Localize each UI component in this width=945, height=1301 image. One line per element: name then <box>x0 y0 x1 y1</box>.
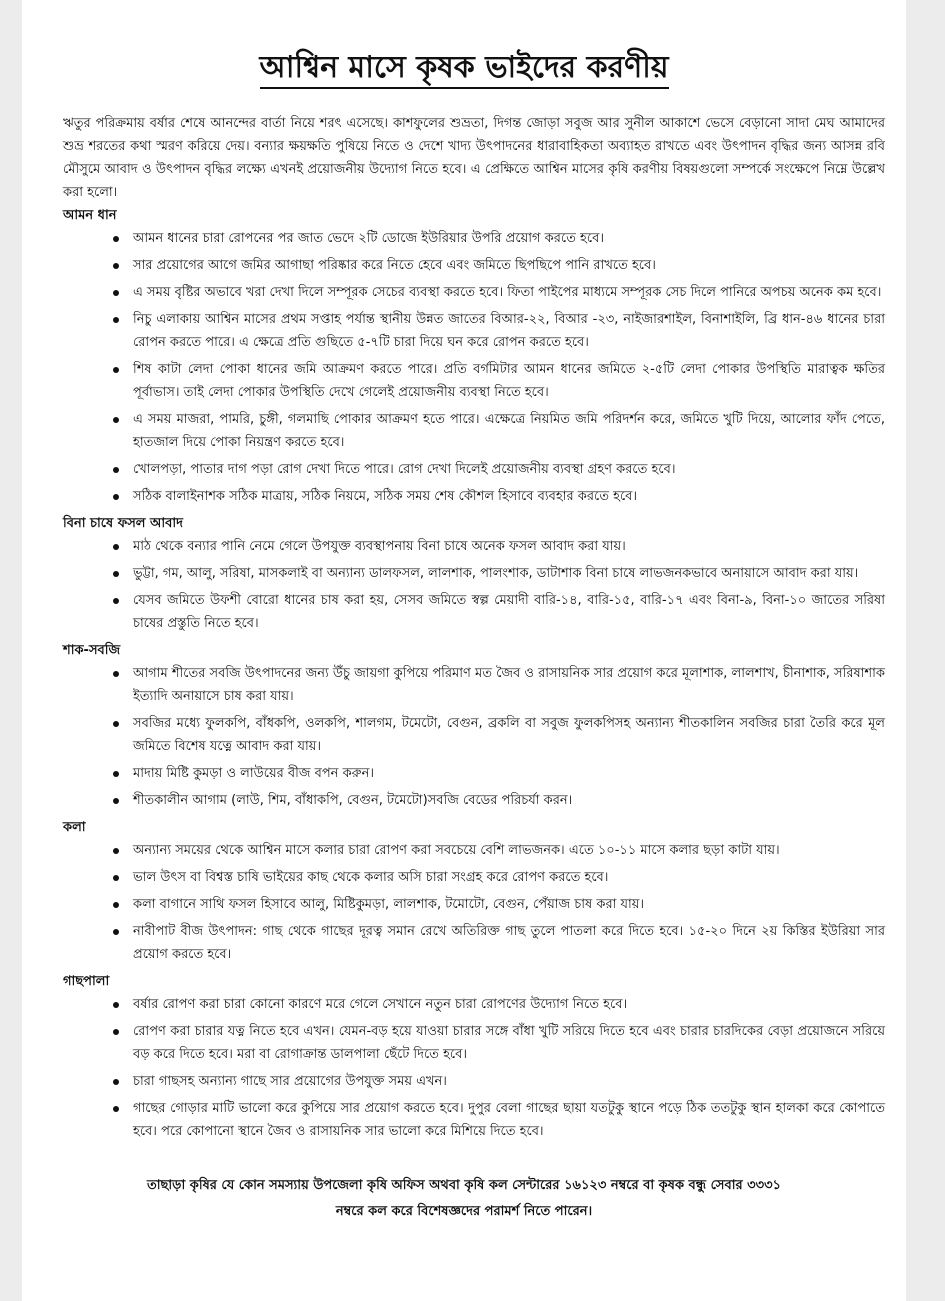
list-item: চারা গাছসহ অন্যান্য গাছে সার প্রয়োগের উপযুক্ত সময় এখন। <box>63 1070 885 1093</box>
list-item: শীতকালীন আগাম (লাউ, শিম, বাঁধাকপি, বেগুন, টমেটো)সবজি বেডের পরিচর্যা করন। <box>63 789 885 812</box>
list-item: রোপণ করা চারার যত্ন নিতে হবে এখন। যেমন-বড় হয়ে যাওয়া চারার সঙ্গে বাঁধা খুটি সরিয়ে দিতে হবে এবং চারার চারদিকের বেড়া প্রয়োজনে সরিয়ে বড় করে দিতে হবে। মরা বা রোগাক্রান্ত ডালপালা ছেঁটে দিতে হবে। <box>63 1020 885 1066</box>
bullet-list <box>63 535 885 635</box>
list-item: এ সময় বৃষ্টির অভাবে খরা দেখা দিলে সম্পূরক সেচের ব্যবস্থা করতে হবে। ফিতা পাইপের মাধ্যমে সম্পূরক সেচ দিলে পানিরে অপচয় অনেক কম হবে। <box>63 281 885 304</box>
list-item: মাঠ থেকে বন্যার পানি নেমে গেলে উপযুক্ত ব্যবস্থাপনায় বিনা চাষে অনেক ফসল আবাদ করা যায়। <box>63 535 885 558</box>
list-item: শিষ কাটা লেদা পোকা ধানের জমি আক্রমণ করতে পারে। প্রতি বর্গমিটার আমন ধানের জমিতে ২-৫টি লেদা পোকার উপস্থিতি মারাত্বক ক্ষতির পূর্বাভাস। তাই লেদা পোকার উপস্থিতি দেখে গেলেই প্রয়োজনীয় ব্যবস্থা নিতে হবে। <box>63 358 885 404</box>
section <box>63 816 885 966</box>
list-item: সার প্রয়োগের আগে জমির আগাছা পরিষ্কার করে নিতে হেবে এবং জমিতে ছিপছিপে পানি রাখতে হবে। <box>63 254 885 277</box>
footer-line-2: নম্বরে কল করে বিশেষজ্ঞদের পরামর্শ নিতে পারেন। <box>335 1204 593 1219</box>
intro-paragraph: ঋতুর পরিক্রমায় বর্ষার শেষে আনন্দের বার্তা নিয়ে শরৎ এসেছে। কাশফুলের শুভ্রতা, দিগন্ত জোড়া সবুজ আর সুনীল আকাশে ভেসে বেড়ানো সাদা মেঘ আমাদের শুভ্র শরতের কথা স্মরণ করিয়ে দেয়। বন্যার ক্ষয়ক্ষতি পুষিয়ে নিতে ও দেশে খাদ্য উৎপাদনের ধারাবাহিকতা অব্যাহত রাখতে এবং উৎপাদন বৃদ্ধির জন্য আসন্ন রবি মৌসুমে আবাদ ও উৎপাদন বৃদ্ধির লক্ষ্যে এখনই প্রয়োজনীয় উদ্যোগ নিতে হবে। এ প্রেক্ষিতে আশ্বিন মাসের কৃষি করণীয় বিষয়গুলো সম্পর্কে সংক্ষেপে নিম্নে উল্লেখ করা হলো। <box>63 116 885 200</box>
list-item: কলা বাগানে সাথি ফসল হিসাবে আলু, মিষ্টিকুমড়া, লালশাক, টমোটো, বেগুন, পেঁয়াজ চাষ করা যায়। <box>63 893 885 916</box>
list-item: ভুট্টা, গম, আলু, সরিষা, মাসকলাই বা অন্যান্য ডালফসল, লালশাক, পালংশাক, ডাটাশাক বিনা চাষে লাভজনকভাবে অনায়াসে আবাদ করা যায়। <box>63 562 885 585</box>
document-page <box>22 0 906 1301</box>
list-item: মাদায় মিষ্টি কুমড়া ও লাউয়ের বীজ বপন করুন। <box>63 762 885 785</box>
list-item: অন্যান্য সময়ের থেকে আশ্বিন মাসে কলার চারা রোপণ করা সবচেয়ে বেশি লাভজনক। এতে ১০-১১ মাসে কলার ছড়া কাটা যায়। <box>63 839 885 862</box>
list-item: গাছের গোড়ার মাটি ভালো করে কুপিয়ে সার প্রয়োগ করতে হবে। দুপুর বেলা গাছের ছায়া যতটুকু স্থানে পড়ে ঠিক ততটুকু স্থান হালকা করে কোপাতে হবে। পরে কোপানো স্থানে জৈব ও রাসায়নিক সার ভালো করে মিশিয়ে দিতে হবে। <box>63 1097 885 1143</box>
section-heading: গাছপালা <box>63 974 110 989</box>
list-item: যেসব জমিতে উফশী বোরো ধানের চাষ করা হয়, সেসব জমিতে স্বল্প মেয়াদী বারি-১৪, বারি-১৫, বারি-১৭ এবং বিনা-৯, বিনা-১০ জাতের সরিষা চাষের প্রস্তুতি নিতে হবে। <box>63 589 885 635</box>
list-item: নাবীপাট বীজ উৎপাদন: গাছ থেকে গাছের দূরত্ব সমান রেখে অতিরিক্ত গাছ তুলে পাতলা করে দিতে হবে। ১৫-২০ দিনে ২য় কিস্তির ইউরিয়া সার প্রয়োগ করতে হবে। <box>63 920 885 966</box>
document-body <box>63 112 885 1143</box>
list-item: আমন ধানের চারা রোপনের পর জাত ভেদে ২টি ডোজে ইউরিয়ার উপরি প্রয়োগ করতে হবে। <box>63 227 885 250</box>
footer-note <box>84 1173 844 1225</box>
bullet-list <box>63 993 885 1143</box>
list-item: সঠিক বালাইনাশক সঠিক মাত্রায়, সঠিক নিয়মে, সঠিক সময় শেষ কৌশল হিসাবে ব্যবহার করতে হবে। <box>63 485 885 508</box>
bullet-list <box>63 227 885 508</box>
section-heading: শাক-সবজি <box>63 643 121 658</box>
list-item: নিচু এলাকায় আশ্বিন মাসের প্রথম সপ্তাহ পর্যান্ত স্থানীয় উন্নত জাতের বিআর-২২, বিআর -২৩, নাইজারশাইল, বিনাশাইলি, ব্রি ধান-৪৬ ধানের চারা রোপন করতে পারে। এ ক্ষেত্রে প্রতি গুছিতে ৫-৭টি চারা দিয়ে ঘন করে রোপন করতে হবে। <box>63 308 885 354</box>
list-item: খোলপড়া, পাতার দাগ পড়া রোগ দেখা দিতে পারে। রোগ দেখা দিলেই প্রয়োজনীয় ব্যবস্থা গ্রহণ করতে হবে। <box>63 458 885 481</box>
bullet-list <box>63 662 885 812</box>
footer-line-1: তাছাড়া কৃষির যে কোন সমস্যায় উপজেলা কৃষি অফিস অথবা কৃষি কল সেন্টারের ১৬১২৩ নম্বরে বা কৃষক বন্ধু সেবার ৩৩৩১ <box>147 1178 781 1193</box>
bullet-list <box>63 839 885 966</box>
sections-container <box>63 204 885 1143</box>
section <box>63 204 885 508</box>
list-item: ভাল উৎস বা বিশ্বস্ত চাষি ভাইয়ের কাছ থেকে কলার অসি চারা সংগ্রহ করে রোপণ করতে হবে। <box>63 866 885 889</box>
list-item: বর্ষার রোপণ করা চারা কোনো কারণে মরে গেলে সেখানে নতুন চারা রোপণের উদ্যোগ নিতে হবে। <box>63 993 885 1016</box>
title-text: আশ্বিন মাসে কৃষক ভাইদের করণীয় <box>260 50 669 89</box>
section <box>63 639 885 812</box>
document-title <box>22 48 906 88</box>
section <box>63 512 885 635</box>
list-item: আগাম শীতের সবজি উৎপাদনের জন্য উঁচু জায়গা কুপিয়ে পরিমাণ মত জৈব ও রাসায়নিক সার প্রয়োগ করে মূলাশাক, লালশাখ, চীনাশাক, সরিষাশাক ইত্যাদি অনায়াসে চাষ করা যায়। <box>63 662 885 708</box>
section-heading: কলা <box>63 820 86 835</box>
list-item: এ সময় মাজরা, পামরি, চুঙ্গী, গলমাছি পোকার আক্রমণ হতে পারে। এক্ষেত্রে নিয়মিত জমি পরিদর্শন করে, জমিতে খুটি দিয়ে, আলোর ফাঁদ পেতে, হাতজাল দিয়ে পোকা নিয়ন্ত্রণ করতে হবে। <box>63 408 885 454</box>
section-heading: আমন ধান <box>63 208 117 223</box>
section-heading: বিনা চাষে ফসল আবাদ <box>63 516 184 531</box>
list-item: সবজির মধ্যে ফুলকপি, বাঁধকপি, ওলকপি, শালগম, টমেটো, বেগুন, ব্রকলি বা সবুজ ফুলকপিসহ অন্যান্য শীতকালিন সবজির চারা তৈরি করে মূল জমিতে বিশেষ যত্নে আবাদ করা যায়। <box>63 712 885 758</box>
section <box>63 970 885 1143</box>
